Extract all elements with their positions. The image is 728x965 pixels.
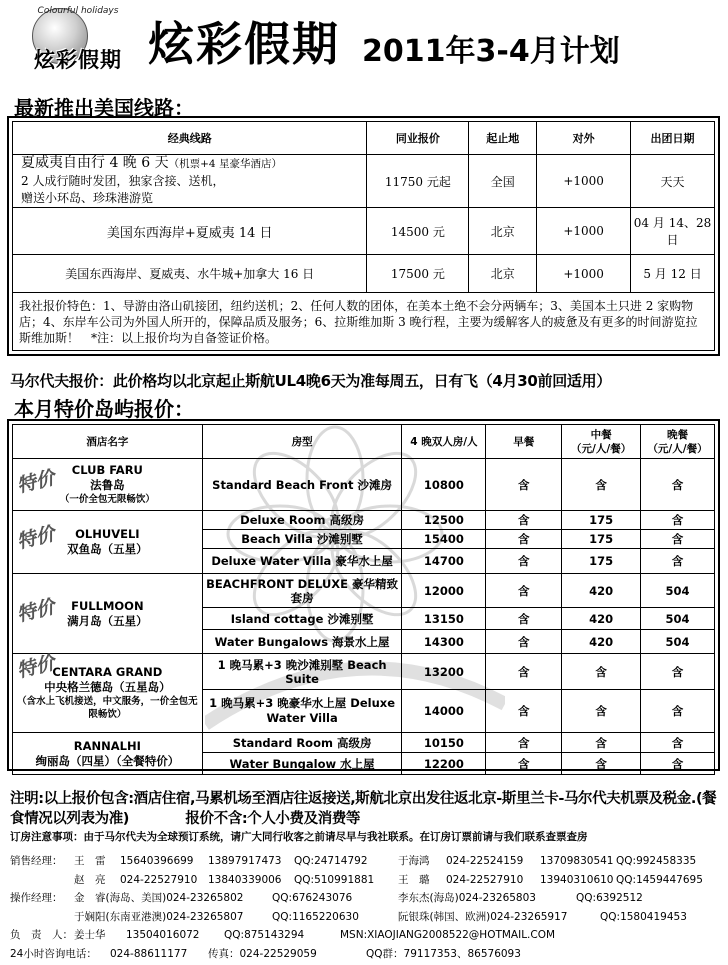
table-row (13, 255, 715, 293)
special-price-tag: 特价 (14, 595, 57, 627)
column-header: 对外 (537, 122, 631, 155)
usa-features-note: 我社报价特色：1、导游由洛山矶接团，纽约送机；2、任何人数的团体，在美本土绝不会分两辆车；3、美国本土只进 2 家购物店；4、东岸车公司为外国人所开的，保障品质及服务；6、拉斯维加斯 3 晚行程，主要为缓解客人的疲惫及有更多的时间游览拉斯维加斯！ *注：以上报价均为自备签证价格。 (13, 293, 715, 351)
breakfast-cell: 含 (486, 753, 562, 775)
room-type-cell: 1 晚马累+3 晚沙滩别墅 Beach Suite (202, 654, 402, 690)
price-cell: 14000 (402, 690, 486, 733)
table-row (13, 654, 715, 690)
price-inclusions-note: 注明:以上报价包含:酒店住宿,马累机场至酒店往返接送,斯航北京出发往返北京-斯里兰卡-马尔代夫机票及税金.(餐食情况以列表为准) 报价不含:个人小费及消费等 (10, 791, 717, 827)
breakfast-cell: 含 (486, 654, 562, 690)
price-cell: 11750 元起 (367, 155, 469, 208)
price-cell: 13150 (402, 608, 486, 630)
islands-section-heading: 本月特价岛屿报价： (14, 397, 194, 421)
price-cell: 10150 (402, 733, 486, 753)
contact-row: 操作经理： 金 睿(海岛、美国)024-23265802 QQ:676243076 李东杰(海岛)024-23265803 QQ:6392512 (10, 892, 643, 904)
room-type-cell: Island cottage 沙滩别墅 (202, 608, 402, 630)
lunch-cell: 420 (562, 608, 641, 630)
lunch-cell: 含 (562, 753, 641, 775)
table-row (13, 511, 715, 530)
usa-routes-table (12, 121, 715, 351)
dates-cell: 5 月 12 日 (631, 255, 715, 293)
dinner-cell: 含 (641, 511, 715, 530)
table-row (13, 733, 715, 753)
lunch-cell: 含 (562, 690, 641, 733)
column-header: 早餐 (486, 425, 562, 459)
usa-section-heading: 最新推出美国线路： (14, 96, 194, 120)
column-header: 晚餐 （元/人/餐） (641, 425, 715, 459)
price-cell: 13200 (402, 654, 486, 690)
dinner-cell: 含 (641, 733, 715, 753)
extra-cell: +1000 (537, 155, 631, 208)
table-row (13, 459, 715, 511)
column-header: 同业报价 (367, 122, 469, 155)
column-header: 起止地 (469, 122, 537, 155)
hotel-cell: 特价 FULLMOON 满月岛（五星） (13, 574, 203, 654)
dinner-cell: 504 (641, 630, 715, 654)
breakfast-cell: 含 (486, 630, 562, 654)
special-price-tag: 特价 (14, 522, 57, 554)
booking-note: 订房注意事项：由于马尔代夫为全球预订系统，请广大同行收客之前请尽早与我社联系。在订房订票前请与我们联系查票查房 (10, 831, 588, 843)
room-type-cell: Deluxe Water Villa 豪华水上屋 (202, 549, 402, 574)
table-header-row (13, 425, 715, 459)
lunch-cell: 含 (562, 654, 641, 690)
route-cell: 美国东西海岸+夏威夷 14 日 (13, 208, 367, 255)
column-header: 4 晚双人房/人 (402, 425, 486, 459)
dinner-cell: 含 (641, 530, 715, 549)
room-type-cell: 1 晚马累+3 晚豪华水上屋 Deluxe Water Villa (202, 690, 402, 733)
extra-cell: +1000 (537, 255, 631, 293)
page-title: 炫彩假期 (148, 17, 340, 71)
lunch-cell: 175 (562, 530, 641, 549)
contact-row: 销售经理： 王 雷 15640396699 13897917473 QQ:24714792 于海鸿 024-22524159 13709830541 QQ:992458335 (10, 855, 697, 867)
breakfast-cell: 含 (486, 459, 562, 511)
company-logo (14, 6, 142, 70)
breakfast-cell: 含 (486, 530, 562, 549)
table-header-row (13, 122, 715, 155)
price-cell: 14300 (402, 630, 486, 654)
dinner-cell: 504 (641, 574, 715, 608)
room-type-cell: Water Bungalows 海景水上屋 (202, 630, 402, 654)
breakfast-cell: 含 (486, 690, 562, 733)
price-cell: 17500 元 (367, 255, 469, 293)
origin-cell: 北京 (469, 208, 537, 255)
route-line: 2 人成行随时发团，独家含接、送机， (21, 174, 225, 188)
route-title-note: （机票+4 星豪华酒店） (168, 158, 282, 170)
hotel-cell: 特价 CENTARA GRAND 中央格兰德岛（五星岛） （含水上飞机接送，中文服务，一价全包无限畅饮） (13, 654, 203, 733)
origin-cell: 北京 (469, 255, 537, 293)
lunch-cell: 420 (562, 574, 641, 608)
page-subtitle: 2011年3-4月计划 (362, 34, 620, 69)
dates-cell: 04 月 14、28 日 (631, 208, 715, 255)
origin-cell: 全国 (469, 155, 537, 208)
dinner-cell: 含 (641, 753, 715, 775)
contact-row: 赵 亮 024-22527910 13840339006 QQ:510991881 王 璐 024-22527910 13940310610 QQ:1459447695 (74, 873, 703, 886)
hotel-cell: RANNALHI 绚丽岛（四星）（全餐特价） (13, 733, 203, 775)
column-header: 酒店名字 (13, 425, 203, 459)
column-header: 出团日期 (631, 122, 715, 155)
lunch-cell: 420 (562, 630, 641, 654)
special-price-tag: 特价 (14, 466, 57, 498)
contact-row: 24小时咨询电话： 024-88611177 传真：024-22529059 QQ群：79117353、86576093 (10, 947, 521, 960)
price-cell: 10800 (402, 459, 486, 511)
island-prices-table (12, 424, 715, 775)
logo-text: 炫彩假期 (34, 48, 122, 72)
table-row (13, 155, 715, 208)
room-type-cell: Standard Room 高级房 (202, 733, 402, 753)
breakfast-cell: 含 (486, 733, 562, 753)
room-type-cell: Water Bungalow 水上屋 (202, 753, 402, 775)
route-line: 赠送小环岛、珍珠港游览 (21, 191, 154, 205)
lunch-cell: 含 (562, 733, 641, 753)
dinner-cell: 504 (641, 608, 715, 630)
breakfast-cell: 含 (486, 608, 562, 630)
route-cell: 美国东西海岸、夏威夷、水牛城+加拿大 16 日 (13, 255, 367, 293)
price-cell: 14500 元 (367, 208, 469, 255)
price-cell: 15400 (402, 530, 486, 549)
column-header: 经典线路 (13, 122, 367, 155)
maldives-price-note: 马尔代夫报价：此价格均以北京起止斯航UL4晚6天为准每周五，日有飞（4月30前回适用） (10, 372, 612, 390)
hotel-cell: 特价 OLHUVELI 双鱼岛（五星） (13, 511, 203, 574)
table-row (13, 293, 715, 351)
lunch-cell: 含 (562, 459, 641, 511)
dinner-cell: 含 (641, 459, 715, 511)
price-cell: 12500 (402, 511, 486, 530)
dinner-cell: 含 (641, 654, 715, 690)
room-type-cell: Beach Villa 沙滩别墅 (202, 530, 402, 549)
breakfast-cell: 含 (486, 549, 562, 574)
dinner-cell: 含 (641, 690, 715, 733)
logo-tagline: Colourful holidays (37, 6, 119, 16)
table-row (13, 208, 715, 255)
price-cell: 12000 (402, 574, 486, 608)
price-cell: 14700 (402, 549, 486, 574)
dates-cell: 天天 (631, 155, 715, 208)
contacts-block (10, 852, 722, 963)
lunch-cell: 175 (562, 549, 641, 574)
column-header: 中餐 （元/人/餐） (562, 425, 641, 459)
room-type-cell: Standard Beach Front 沙滩房 (202, 459, 402, 511)
room-type-cell: Deluxe Room 高级房 (202, 511, 402, 530)
extra-cell: +1000 (537, 208, 631, 255)
column-header: 房型 (202, 425, 402, 459)
dinner-cell: 含 (641, 549, 715, 574)
breakfast-cell: 含 (486, 511, 562, 530)
route-cell (13, 155, 367, 208)
route-title: 夏威夷自由行 4 晚 6 天 (21, 155, 169, 171)
breakfast-cell: 含 (486, 574, 562, 608)
special-price-tag: 特价 (14, 651, 57, 683)
price-cell: 12200 (402, 753, 486, 775)
hotel-cell: 特价 CLUB FARU 法鲁岛 （一价全包无限畅饮） (13, 459, 203, 511)
lunch-cell: 175 (562, 511, 641, 530)
contact-row: 负 责 人： 姜士华 13504016072 QQ:875143294 MSN:XIAOJIANG2008522@HOTMAIL.COM (10, 929, 556, 941)
table-row (13, 574, 715, 608)
room-type-cell: BEACHFRONT DELUXE 豪华精致套房 (202, 574, 402, 608)
contact-row: 于娴阳(东南亚港澳)024-23265807 QQ:1165220630 阮银珠(韩国、欧洲)024-23265917 QQ:1580419453 (74, 910, 687, 923)
